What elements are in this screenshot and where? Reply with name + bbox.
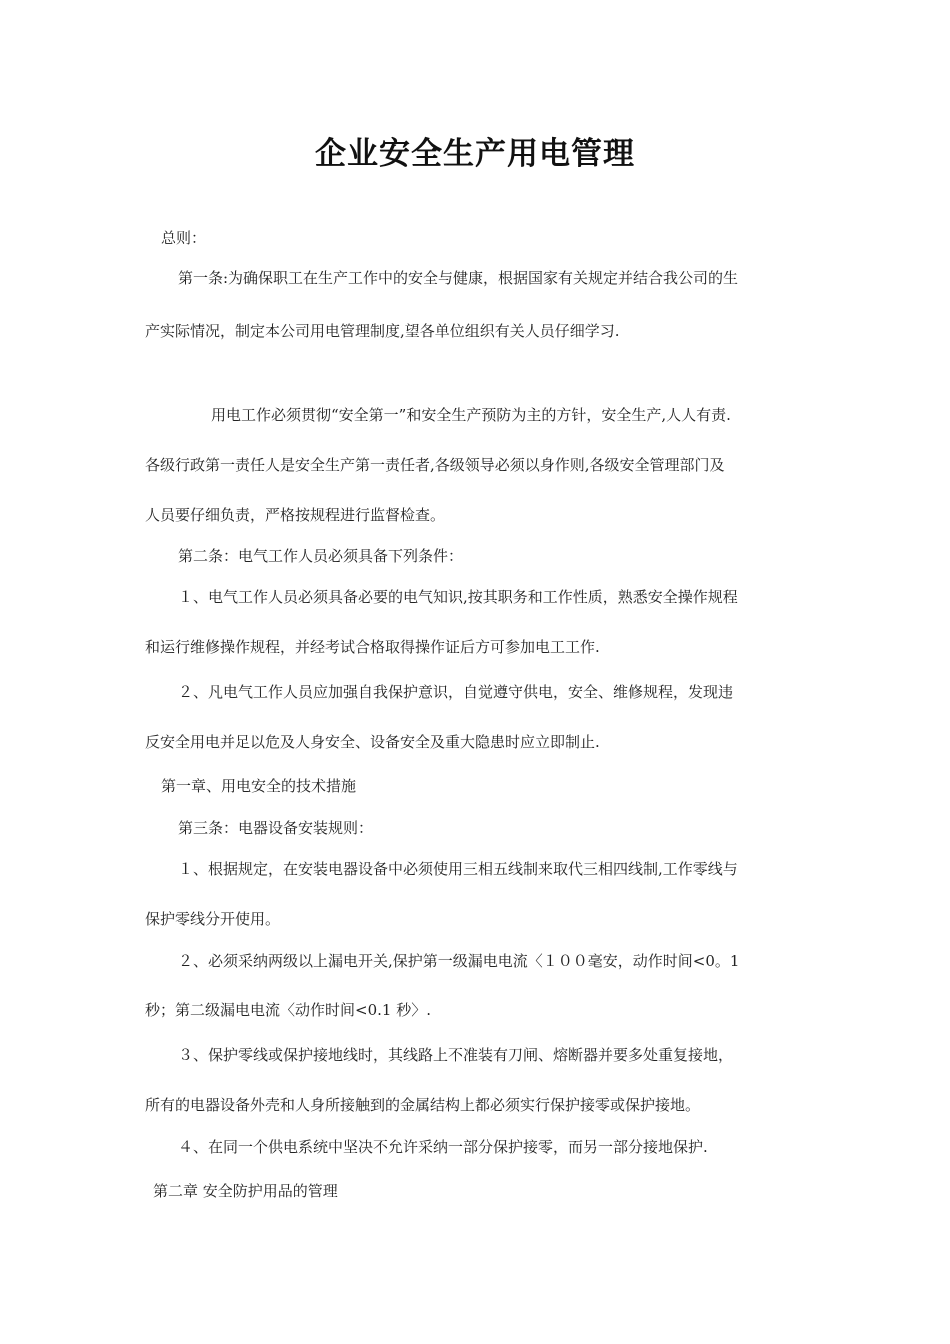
paragraph-line: １、根据规定，在安装电器设备中必须使用三相五线制来取代三相四线制,工作零线与	[178, 860, 738, 878]
article-heading: 第二条：电气工作人员必须具备下列条件：	[178, 547, 464, 565]
paragraph-line: １、电气工作人员必须具备必要的电气知识,按其职务和工作性质，熟悉安全操作规程	[178, 588, 738, 606]
paragraph-line: 保护零线分开使用。	[145, 910, 281, 928]
paragraph-line: 和运行维修操作规程，并经考试合格取得操作证后方可参加电工工作.	[145, 638, 600, 656]
paragraph-line: 用电工作必须贯彻“安全第一”和安全生产预防为主的方针，安全生产,人人有责.	[211, 406, 731, 424]
chapter-heading: 第一章、用电安全的技术措施	[161, 777, 357, 795]
article-heading: 第三条：电器设备安装规则：	[178, 819, 374, 837]
paragraph-line: 反安全用电并足以危及人身安全、设备安全及重大隐患时应立即制止.	[145, 733, 600, 751]
paragraph-line: ３、保护零线或保护接地线时，其线路上不准装有刀闸、熔断器并要多处重复接地，	[178, 1046, 734, 1064]
document-title: 企业安全生产用电管理	[315, 136, 635, 172]
paragraph-line: ２、凡电气工作人员应加强自我保护意识，自觉遵守供电，安全、维修规程，发现违	[178, 683, 734, 701]
paragraph-line: ２、必须采纳两级以上漏电开关,保护第一级漏电电流〈１００毫安，动作时间<0。1	[178, 952, 740, 970]
paragraph-line: 所有的电器设备外壳和人身所接触到的金属结构上都必须实行保护接零或保护接地。	[145, 1096, 701, 1114]
paragraph-line: 产实际情况，制定本公司用电管理制度,望各单位组织有关人员仔细学习.	[145, 322, 620, 340]
section-heading-general: 总则：	[161, 229, 207, 247]
paragraph-line: 第一条:为确保职工在生产工作中的安全与健康，根据国家有关规定并结合我公司的生	[178, 269, 739, 287]
paragraph-line: 各级行政第一责任人是安全生产第一责任者,各级领导必须以身作则,各级安全管理部门及	[145, 456, 725, 474]
paragraph-line: 人员要仔细负责，严格按规程进行监督检查。	[145, 506, 446, 524]
chapter-heading: 第二章 安全防护用品的管理	[153, 1182, 338, 1200]
paragraph-line: 秒；第二级漏电电流〈动作时间<0.1 秒〉.	[145, 1001, 431, 1019]
paragraph-line: ４、在同一个供电系统中坚决不允许采纳一部分保护接零，而另一部分接地保护.	[178, 1138, 708, 1156]
